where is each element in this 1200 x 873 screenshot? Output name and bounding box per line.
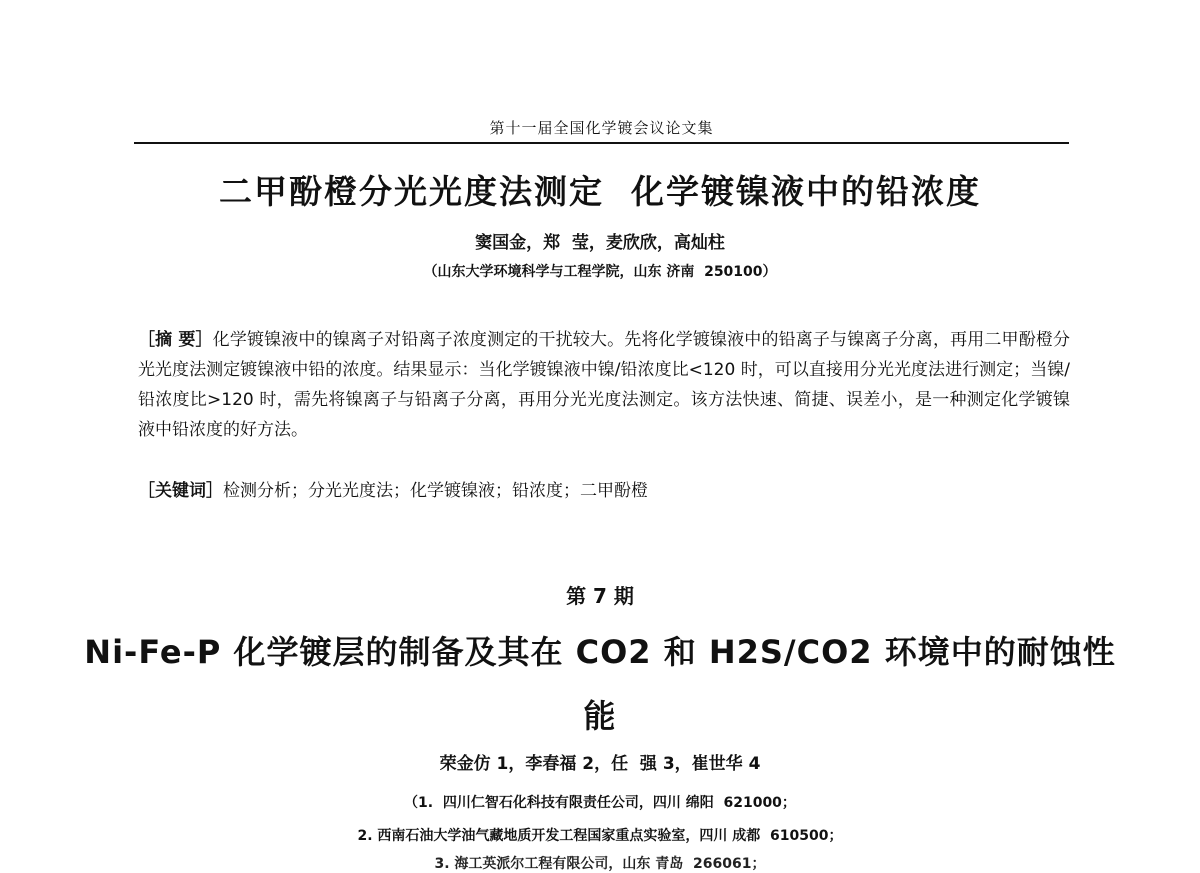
paper1-title: 二甲酚橙分光光度法测定 化学镀镍液中的铅浓度: [219, 172, 981, 211]
keywords-text: 检测分析；分光光度法；化学镀镍液；铅浓度；二甲酚橙: [223, 481, 648, 501]
paper1-abstract: [138, 325, 1070, 445]
paper1-keywords: [138, 476, 1070, 506]
paper1-authors: 窦国金，郑 莹，麦欣欣，高灿柱: [475, 233, 725, 253]
running-header: 第十一届全国化学镀会议论文集: [489, 119, 714, 137]
header-rule: [134, 142, 1069, 144]
paper1-affiliation: （山东大学环境科学与工程学院，山东 济南 250100）: [423, 264, 777, 280]
paper2-affiliation-3: 3. 海工英派尔工程有限公司，山东 青岛 266061；: [434, 856, 766, 872]
issue-label: 第 7 期: [566, 584, 634, 608]
keywords-label: ［关键词］: [138, 481, 223, 501]
paper2-authors: 荣金仿 1，李春福 2，任 强 3，崔世华 4: [439, 754, 761, 774]
paper2-affiliation-1: （1. 四川仁智石化科技有限责任公司，四川 绵阳 621000；: [404, 795, 796, 811]
paper2-affiliation-2: 2. 西南石油大学油气藏地质开发工程国家重点实验室，四川 成都 610500；: [357, 828, 843, 844]
abstract-text: 化学镀镍液中的镍离子对铅离子浓度测定的干扰较大。先将化学镀镍液中的铅离子与镍离子分离，再用二甲酚橙分光光度法测定镀镍液中铅的浓度。结果显示：当化学镀镍液中镍/铅浓度比<120 时，可以直接用分光光度法进行测定；当镍/铅浓度比>120 时，需先将镍离子与铅离子分离，再用分光光度法测定。该方法快速、简捷、误差小，是一种测定化学镀镍液中铅浓度的好方法。: [138, 330, 1070, 440]
abstract-label: ［摘 要］: [138, 330, 213, 350]
paper2-title: Ni-Fe-P 化学镀层的制备及其在 CO2 和 H2S/CO2 环境中的耐蚀性能: [84, 633, 1116, 735]
